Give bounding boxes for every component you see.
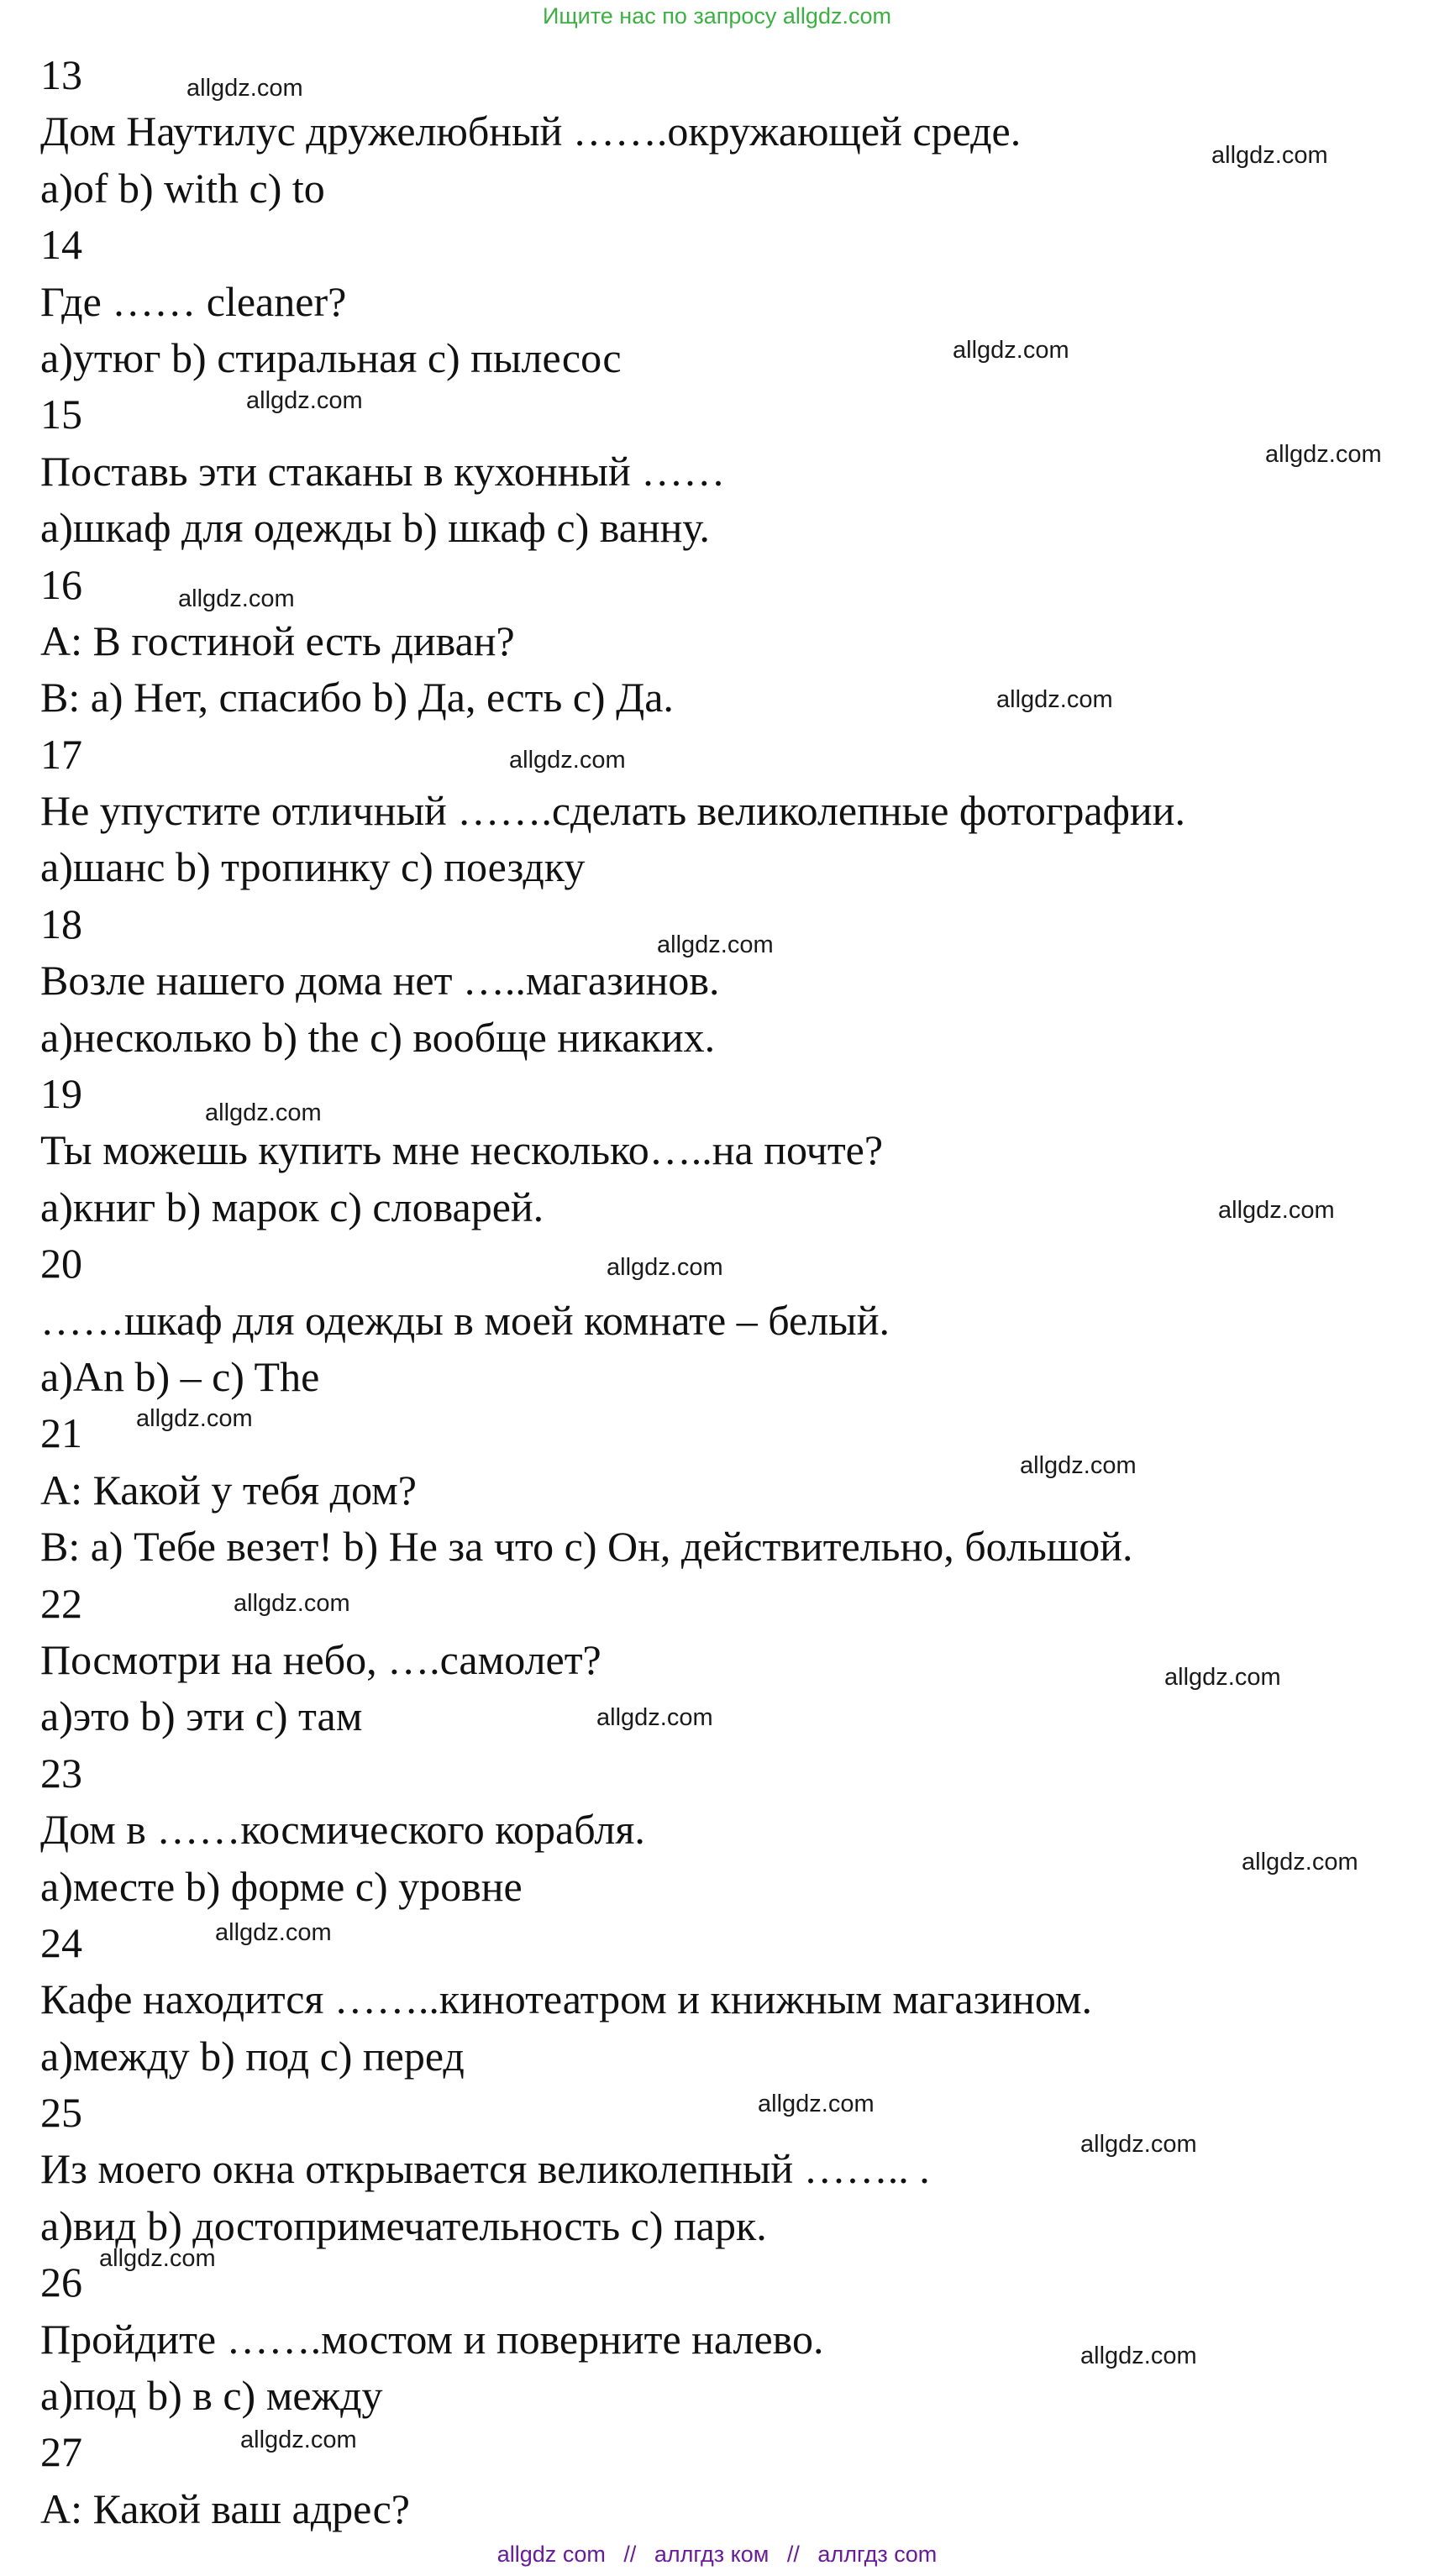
footer-separator: //: [623, 2542, 637, 2567]
watermark: allgdz.com: [1211, 142, 1328, 169]
watermark: allgdz.com: [596, 1704, 713, 1731]
question-number: 25: [40, 2089, 82, 2137]
watermark: allgdz.com: [178, 585, 295, 612]
answer-options: a)книг b) марок c) словарей.: [40, 1183, 544, 1230]
footer-link[interactable]: аллгдз com: [817, 2542, 938, 2567]
watermark: allgdz.com: [186, 75, 303, 102]
question-number: 18: [40, 900, 82, 947]
question-text: A: Какой ваш адрес?: [40, 2484, 410, 2532]
question-23: [40, 1745, 1401, 1915]
watermark: allgdz.com: [509, 747, 626, 774]
question-18: [40, 896, 1401, 1066]
watermark: allgdz.com: [953, 337, 1069, 364]
question-16: [40, 557, 1401, 727]
question-17: [40, 727, 1401, 896]
watermark: allgdz.com: [1080, 2131, 1197, 2158]
question-text: Дом в ……космического корабля.: [40, 1806, 645, 1854]
question-text: A: Какой у тебя дом?: [40, 1466, 417, 1514]
question-text: Кафе находится ……..кинотеатром и книжным магазином.: [40, 1975, 1093, 2023]
question-26: [40, 2254, 1401, 2424]
watermark: allgdz.com: [99, 2245, 216, 2272]
watermark: allgdz.com: [240, 2426, 357, 2453]
question-13: [40, 47, 1401, 217]
question-number: 21: [40, 1409, 82, 1457]
question-text: Из моего окна открывается великолепный …….. .: [40, 2145, 930, 2193]
question-text: Дом Наутилус дружелюбный …….окружающей среде.: [40, 108, 1022, 155]
footer-separator: //: [786, 2542, 800, 2567]
answer-options: a)утюг b) стиральная c) пылесос: [40, 333, 622, 381]
answer-options: a)шанс b) тропинку c) поездку: [40, 843, 586, 891]
watermark: allgdz.com: [246, 387, 363, 414]
question-25: [40, 2085, 1401, 2254]
question-number: 15: [40, 391, 82, 438]
question-text: A: В гостиной есть диван?: [40, 616, 515, 664]
question-text: Поставь эти стаканы в кухонный ……: [40, 447, 726, 495]
question-text: Посмотри на небо, ….самолет?: [40, 1635, 601, 1683]
question-number: 20: [40, 1240, 82, 1288]
question-number: 24: [40, 1918, 82, 1966]
answer-options: a)вид b) достопримечательность c) парк.: [40, 2201, 767, 2249]
question-text: Возле нашего дома нет …..магазинов.: [40, 957, 720, 1005]
question-number: 16: [40, 560, 82, 608]
watermark: allgdz.com: [1242, 1849, 1358, 1876]
question-text: Ты можешь купить мне несколько…..на почте?: [40, 1126, 884, 1174]
watermark: allgdz.com: [758, 2091, 875, 2117]
footer-links: [0, 2540, 1434, 2568]
question-text: Не упустите отличный …….сделать великолепные фотографии.: [40, 787, 1185, 835]
answer-options: a)несколько b) the c) вообще никаких.: [40, 1013, 716, 1061]
question-15: [40, 386, 1401, 556]
footer-link[interactable]: allgdz com: [496, 2542, 606, 2567]
answer-options: a)шкаф для одежды b) шкаф c) ванну.: [40, 504, 710, 552]
watermark: allgdz.com: [1265, 441, 1382, 468]
question-number: 19: [40, 1070, 82, 1118]
watermark: allgdz.com: [1164, 1664, 1281, 1691]
question-number: 27: [40, 2428, 82, 2476]
watermark: allgdz.com: [205, 1099, 322, 1126]
question-14: [40, 217, 1401, 386]
exercise-list: [40, 47, 1401, 2537]
answer-options: a)месте b) форме c) уровне: [40, 1862, 523, 1910]
question-number: 23: [40, 1749, 82, 1797]
watermark: allgdz.com: [234, 1590, 350, 1617]
question-text: Где …… cleaner?: [40, 277, 347, 325]
question-text: ……шкаф для одежды в моей комнате – белый.: [40, 1296, 890, 1344]
answer-options: a)это b) эти c) там: [40, 1692, 363, 1740]
site-search-hint[interactable]: Ищите нас по запросу allgdz.com: [543, 3, 891, 29]
answer-options: B: a) Тебе везет! b) Не за что c) Он, действительно, большой.: [40, 1523, 1133, 1571]
question-number: 14: [40, 221, 82, 269]
footer-link[interactable]: аллгдз ком: [654, 2542, 770, 2567]
question-number: 17: [40, 730, 82, 778]
watermark: allgdz.com: [996, 686, 1113, 713]
question-number: 22: [40, 1579, 82, 1627]
watermark: allgdz.com: [1218, 1197, 1335, 1224]
answer-options: a)под b) в c) между: [40, 2372, 383, 2420]
answer-options: a)An b) – c) The: [40, 1352, 320, 1400]
watermark: allgdz.com: [607, 1254, 723, 1281]
question-text: Пройдите …….мостом и поверните налево.: [40, 2315, 824, 2363]
answer-options: a)of b) with c) to: [40, 164, 325, 212]
question-number: 13: [40, 51, 82, 98]
answer-options: B: a) Нет, спасибо b) Да, есть c) Да.: [40, 674, 674, 721]
answer-options: a)между b) под c) перед: [40, 2032, 465, 2080]
question-19: [40, 1066, 1401, 1236]
watermark: allgdz.com: [1080, 2343, 1197, 2369]
watermark: allgdz.com: [657, 931, 774, 958]
watermark: allgdz.com: [136, 1405, 253, 1432]
question-number: 26: [40, 2259, 82, 2306]
watermark: allgdz.com: [1020, 1452, 1137, 1479]
watermark: allgdz.com: [215, 1919, 332, 1946]
